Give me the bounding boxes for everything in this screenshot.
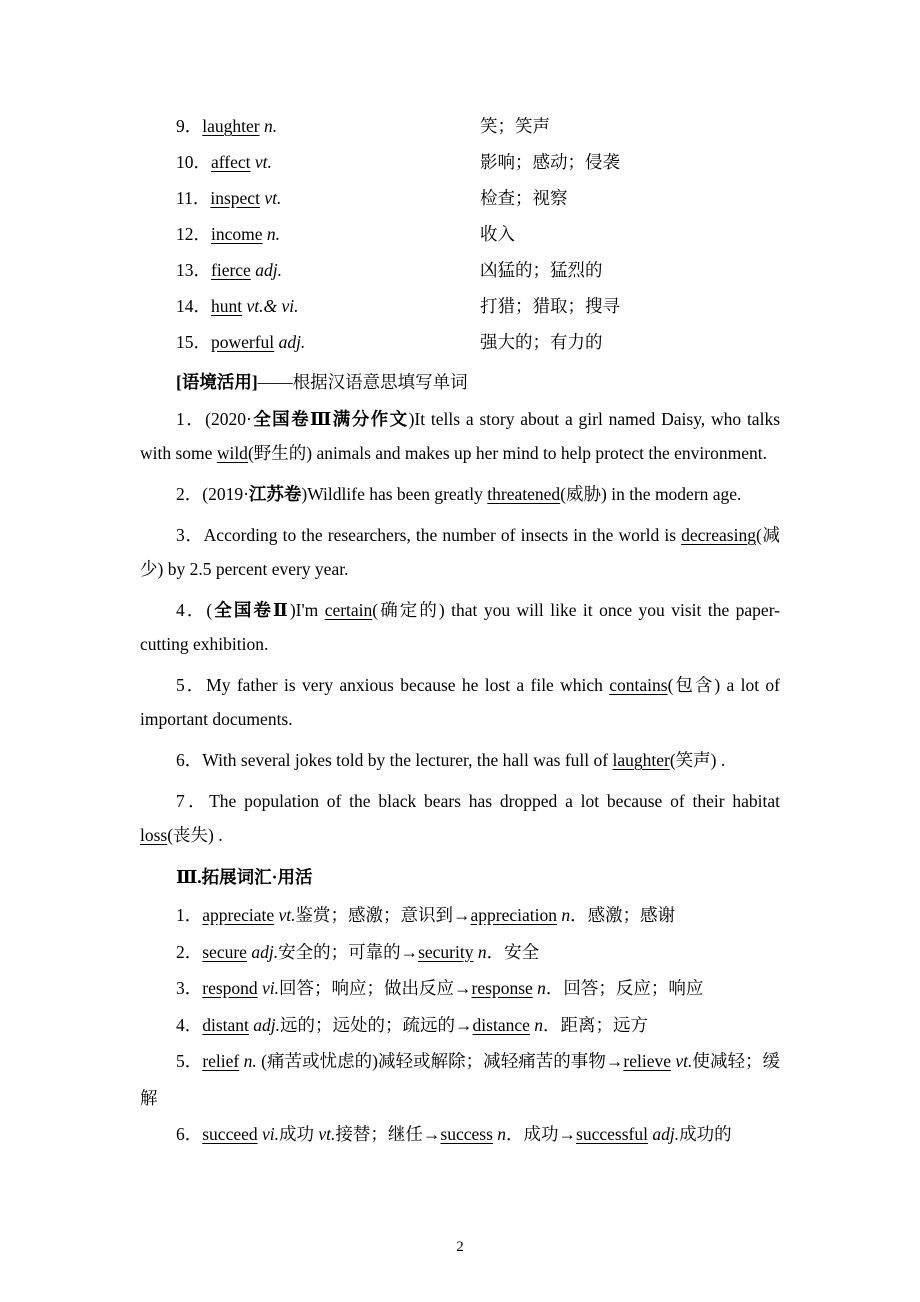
vocab-pos: n. (263, 116, 278, 136)
text-segment: [语境活用] (176, 372, 258, 392)
vocab-pos: adj. (255, 260, 282, 280)
text-segment: vi. (262, 1124, 280, 1144)
answer-word: successful (576, 1124, 648, 1144)
text-segment: 3． (176, 978, 203, 998)
expansion-item (140, 1043, 780, 1116)
expansion-items (140, 897, 780, 1153)
text-segment: 3．According to the researchers, the number of insects in the world is (176, 525, 682, 545)
text-segment: )It tells a story about a girl named Daisy, who talks with some (140, 409, 781, 463)
vocab-number: 9． (176, 116, 203, 136)
text-segment: 鉴赏；感激；意识到→ (295, 905, 471, 925)
vocab-pos: n. (266, 224, 281, 244)
vocab-word: hunt (211, 296, 243, 316)
vocab-number: 12． (176, 224, 211, 244)
expansion-item (140, 1116, 780, 1153)
answer-word: response (471, 978, 533, 998)
text-segment: vt. (318, 1124, 336, 1144)
text-segment: n (534, 1014, 544, 1035)
text-segment: vi. (262, 978, 280, 998)
text-segment: 2．(2019· (176, 484, 249, 504)
vocab-row (140, 180, 780, 216)
text-segment: 1． (176, 905, 203, 925)
answer-word: appreciate (202, 905, 275, 925)
vocab-meaning: 笑；笑声 (480, 116, 550, 136)
answer-word: laughter (612, 750, 670, 770)
answer-word: distance (472, 1014, 530, 1035)
page-number: 2 (456, 1239, 464, 1255)
text-segment: 远的；远处的；疏远的→ (280, 1014, 473, 1035)
context-sentence (140, 743, 780, 777)
text-segment: ．距离；远方 (543, 1014, 649, 1035)
text-segment: ．成功→ (506, 1124, 577, 1144)
text-segment: 安全的；可靠的→ (278, 941, 419, 962)
expansion-section-header (140, 859, 780, 895)
text-segment: 全国卷Ⅱ (212, 600, 290, 620)
context-sentence (140, 477, 780, 511)
text-segment: 7．The population of the black bears has dropped a lot because of their habitat (176, 791, 780, 811)
text-segment: (丧失) . (167, 825, 223, 845)
text-segment: Ⅲ.拓展词汇·用活 (176, 867, 313, 887)
vocab-word: powerful (211, 332, 275, 352)
context-sentence (140, 668, 780, 736)
context-sentence (140, 784, 780, 852)
vocab-pos: adj. (278, 332, 306, 352)
vocab-row (140, 108, 780, 144)
vocab-meaning: 强大的；有力的 (480, 332, 603, 352)
text-segment: n (537, 978, 546, 998)
text-segment: 江苏卷 (248, 484, 302, 504)
vocab-row (140, 324, 780, 360)
vocab-number: 15． (176, 332, 211, 352)
answer-word: success (440, 1124, 493, 1144)
answer-word: respond (202, 978, 258, 998)
answer-word: appreciation (470, 905, 558, 925)
text-segment: 成功的 (679, 1124, 732, 1144)
context-section-header (140, 364, 780, 400)
vocab-row (140, 252, 780, 288)
vocab-pos: vt. (264, 188, 282, 208)
text-segment: (威胁) in the modern age. (560, 484, 742, 504)
expansion-item (140, 970, 780, 1007)
vocab-meaning: 检查；视察 (480, 188, 568, 208)
answer-word: decreasing (681, 525, 756, 545)
answer-word: succeed (202, 1124, 258, 1144)
text-segment: (包含) a lot of important documents. (140, 675, 780, 729)
vocab-meaning: 凶猛的；猛烈的 (480, 260, 603, 280)
expansion-item (140, 897, 780, 934)
text-segment: 全国卷Ⅲ满分作文 (251, 409, 409, 429)
vocab-row (140, 288, 780, 324)
answer-word: contains (609, 675, 668, 695)
vocab-meaning: 打猎；猎取；搜寻 (480, 296, 620, 316)
text-segment: ．安全 (486, 941, 540, 962)
text-segment: )Wildlife has been greatly (301, 484, 488, 504)
text-segment: 6．With several jokes told by the lecturer, the hall was full of (176, 750, 613, 770)
text-segment: ——根据汉语意思填写单词 (257, 372, 468, 392)
text-segment: n (561, 905, 571, 925)
text-segment: 1．(2020· (176, 409, 252, 429)
text-segment: n. (243, 1051, 257, 1071)
vocab-number: 11． (176, 188, 211, 208)
answer-word: distant (202, 1014, 249, 1035)
text-segment: 5．My father is very anxious because he lost a file which (176, 675, 610, 695)
answer-word: secure (202, 941, 247, 962)
vocab-word: fierce (211, 260, 251, 280)
vocab-meaning: 收入 (480, 224, 515, 244)
text-segment: (野生的) animals and makes up her mind to help protect the environment. (247, 443, 767, 463)
vocab-meaning: 影响；感动；侵袭 (480, 152, 620, 172)
text-segment: adj. (253, 1014, 281, 1035)
text-segment: vt. (278, 905, 296, 925)
text-segment: 使减轻；缓解 (140, 1051, 781, 1108)
text-segment: 6． (176, 1124, 203, 1144)
text-segment: (确定的) that you will like it once you visit the paper-cutting exhibition. (140, 600, 780, 654)
context-sentence (140, 518, 780, 586)
vocab-number: 13． (176, 260, 211, 280)
context-sentences (140, 402, 780, 852)
context-sentence (140, 593, 780, 661)
answer-word: threatened (487, 484, 561, 504)
text-segment: vt. (675, 1051, 693, 1071)
text-segment: (笑声) . (669, 750, 726, 770)
vocab-row (140, 216, 780, 252)
answer-word: relief (202, 1051, 240, 1071)
expansion-item (140, 1007, 780, 1044)
vocab-pos: vt. (254, 152, 272, 172)
answer-word: certain (324, 600, 373, 620)
vocab-word: inspect (210, 188, 260, 208)
text-segment: 2． (176, 941, 203, 962)
context-sentence (140, 402, 780, 470)
text-segment: 4．( (176, 600, 213, 620)
vocab-list (140, 108, 780, 360)
expansion-item (140, 934, 780, 971)
text-segment: 成功 (279, 1124, 319, 1144)
vocab-word: affect (211, 152, 251, 172)
text-segment: ．回答；反应；响应 (545, 978, 704, 998)
text-segment: (痛苦或忧虑的)减轻或解除；减轻痛苦的事物→ (256, 1051, 624, 1071)
answer-word: wild (216, 443, 248, 463)
answer-word: security (418, 941, 474, 962)
text-segment: adj. (251, 941, 279, 962)
vocab-number: 10． (176, 152, 211, 172)
text-segment: 4． (176, 1014, 203, 1035)
text-segment: 5． (176, 1051, 203, 1071)
answer-word: loss (140, 825, 168, 845)
text-segment: ．感激；感谢 (570, 905, 676, 925)
vocab-word: laughter (202, 116, 260, 136)
vocab-word: income (211, 224, 263, 244)
text-segment: 回答；响应；做出反应→ (279, 978, 472, 998)
text-segment: 接替；继任→ (335, 1124, 441, 1144)
vocab-row (140, 144, 780, 180)
text-segment: (减少) by 2.5 percent every year. (140, 525, 780, 579)
vocab-number: 14． (176, 296, 211, 316)
text-segment: adj. (652, 1124, 680, 1144)
answer-word: relieve (623, 1051, 671, 1071)
text-segment: )I'm (289, 600, 325, 620)
text-segment: n (477, 941, 487, 962)
vocab-pos: vt.& vi. (246, 296, 299, 316)
text-segment: n (497, 1124, 507, 1144)
